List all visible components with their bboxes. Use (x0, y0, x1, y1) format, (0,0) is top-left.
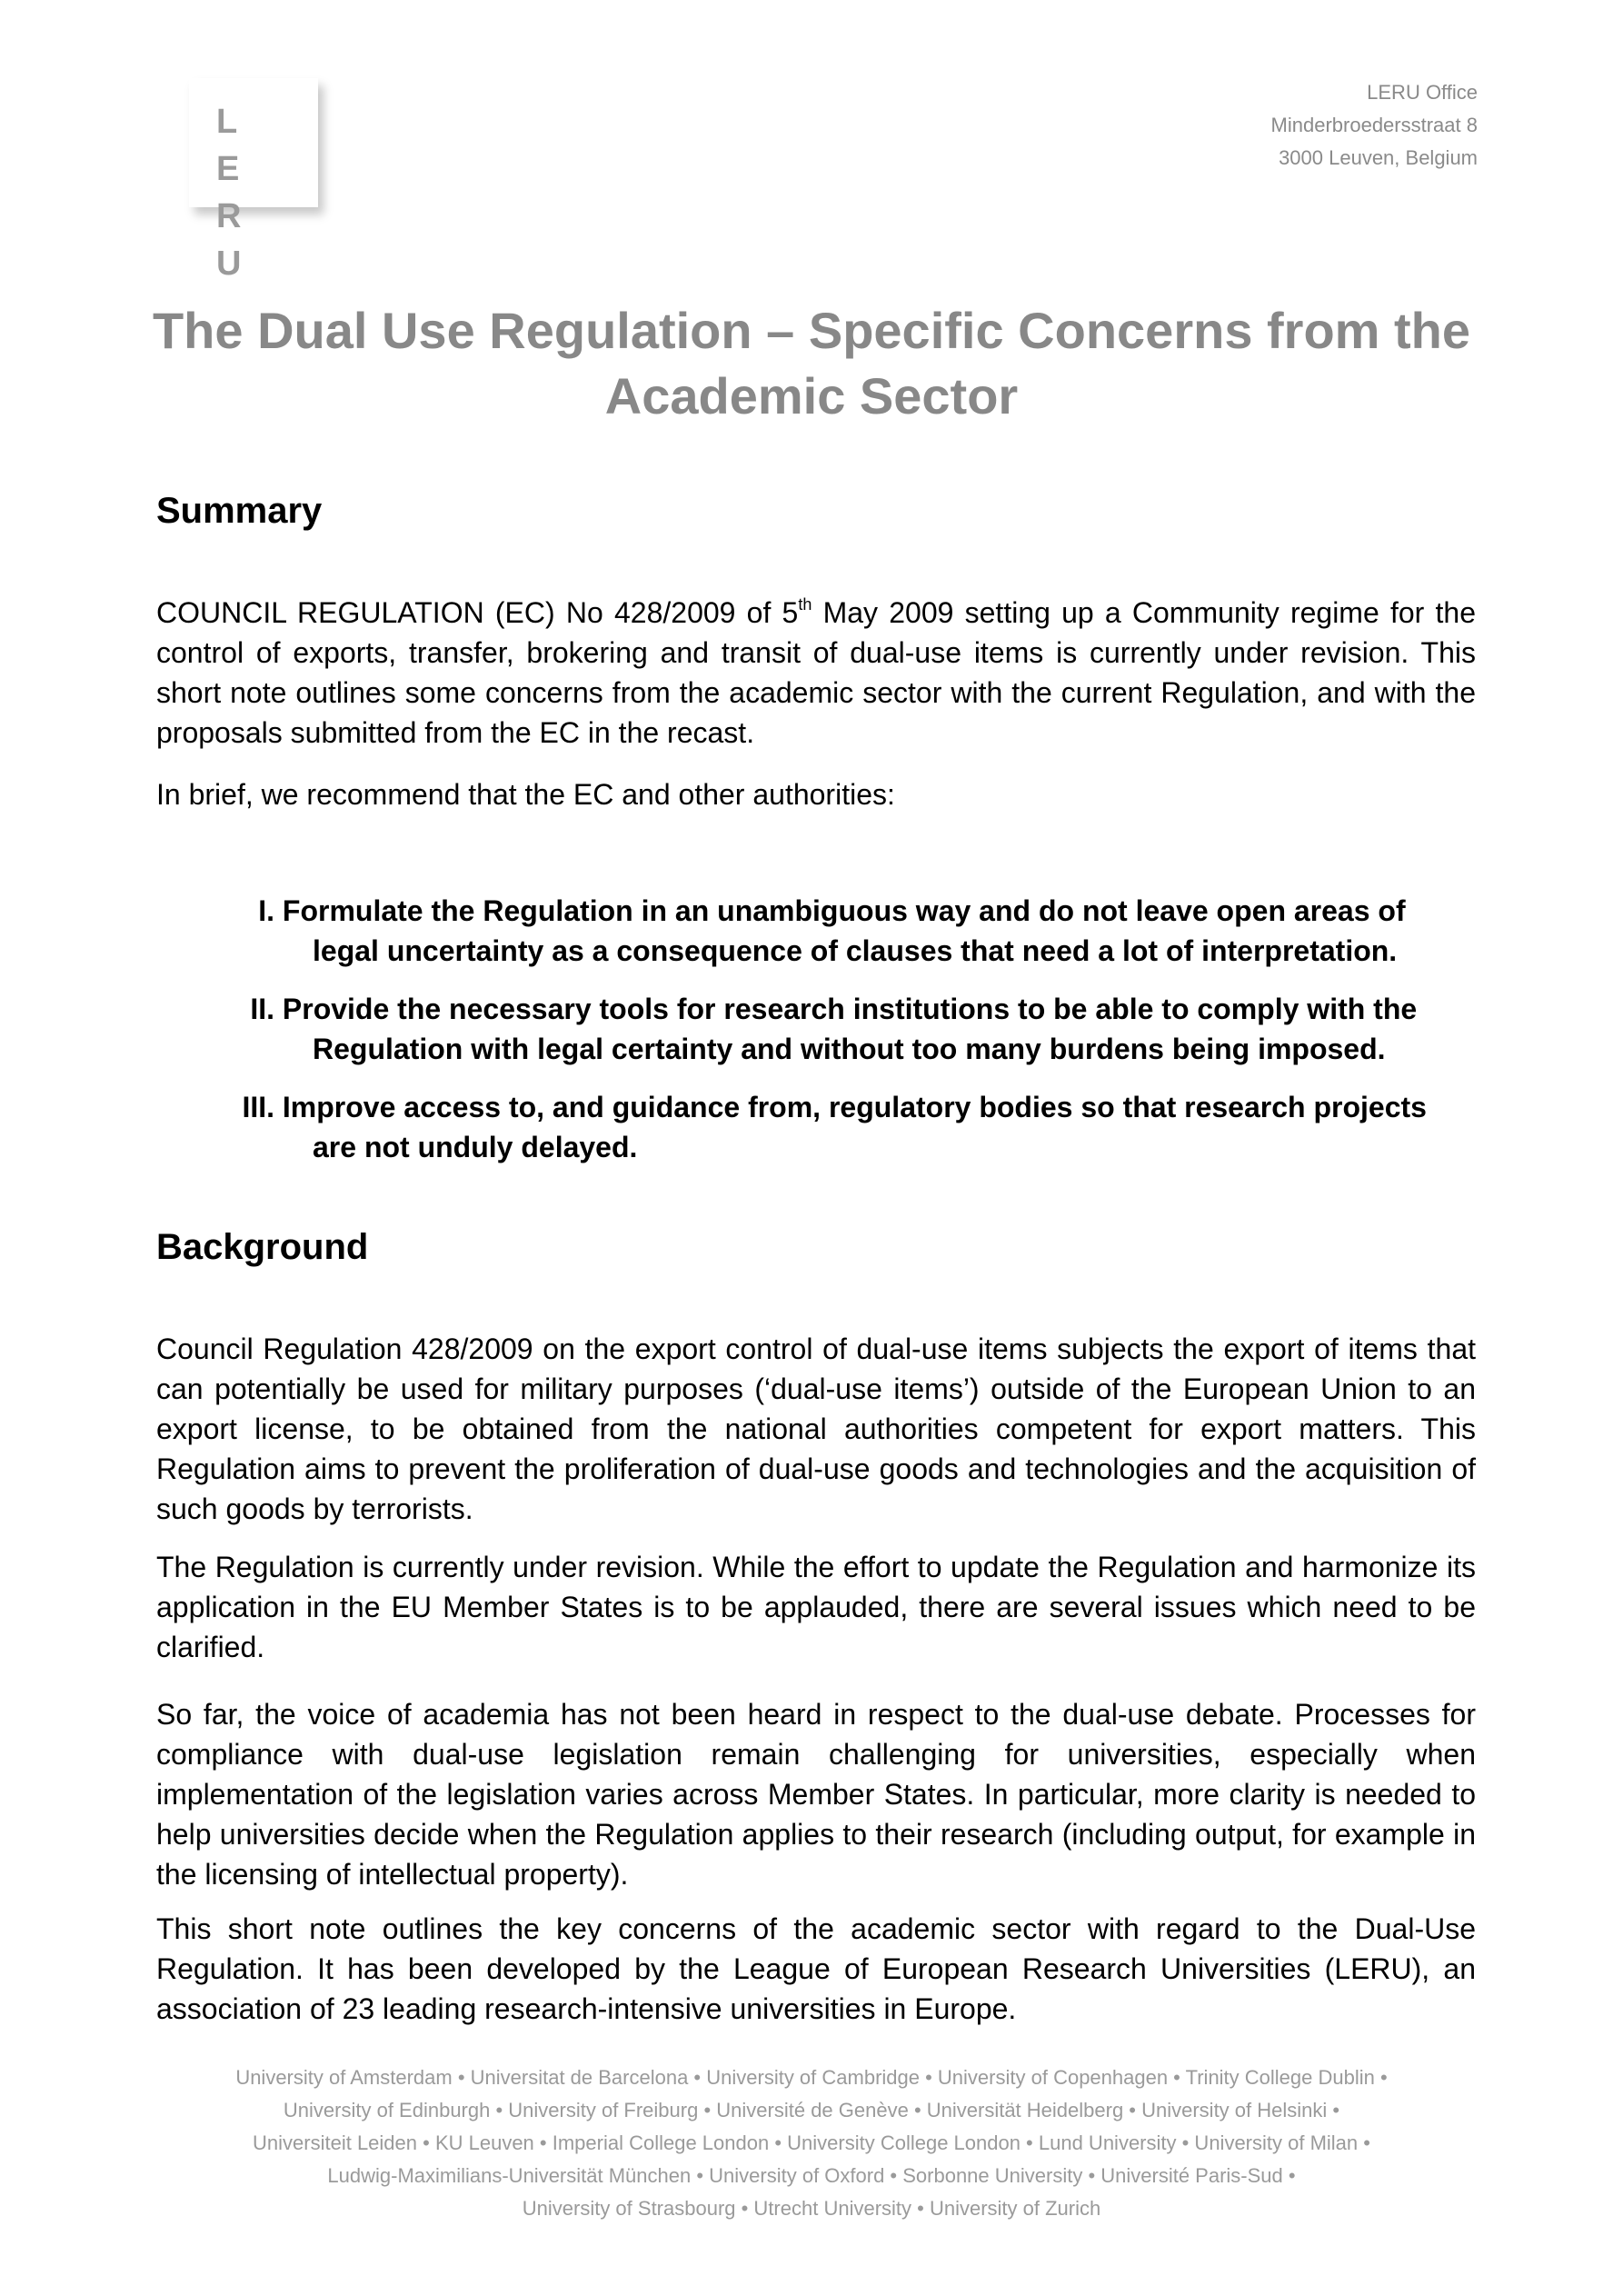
recommendation-1-number: I. (258, 894, 274, 927)
footer-line-3: Universiteit Leiden • KU Leuven • Imperial College London • University College London • Lund University • University of Milan • (253, 2131, 1370, 2154)
recommendation-3-line-2: are not unduly delayed. (313, 1131, 638, 1163)
summary-p1-text-b: May 2009 setting up a Community regime for the control of exports, transfer, brokering and transit of dual-use items is currently under revision. This short note outlines some concerns from the academic sector with the current Regulation, and with the proposals submitted from the EC in the recast. (156, 596, 1477, 749)
footer-line-5: University of Strasbourg • Utrecht University • University of Zurich (522, 2197, 1101, 2220)
recommendation-1 (220, 891, 1474, 971)
address-line-1: LERU Office (1367, 81, 1478, 104)
recommendation-2-line-1: Provide the necessary tools for research institutions to be able to comply with the (282, 993, 1418, 1025)
summary-p1-text-a: COUNCIL REGULATION (EC) No 428/2009 of 5 (156, 596, 799, 629)
recommendation-2-number: II. (250, 993, 274, 1025)
summary-paragraph-1 (156, 593, 1476, 753)
logo-text: L E R U (216, 103, 262, 283)
background-paragraph-1: Council Regulation 428/2009 on the export control of dual-use items subjects the export of items that can potentially be used for military purposes (‘dual-use items’) outside of the European Union to an export license, to be obtained from the national authorities competent for export matters. This Regulation aims to prevent the proliferation of dual-use goods and technologies and the acquisition of such goods by terrorists. (156, 1333, 1476, 1525)
office-address (1271, 76, 1478, 175)
recommendation-1-line-2: legal uncertainty as a consequence of clauses that need a lot of interpretation. (313, 934, 1398, 967)
background-paragraph-3: So far, the voice of academia has not been heard in respect to the dual-use debate. Processes for compliance with dual-use legislation remain challenging for universities, especially when implementation of the legislation varies across Member States. In particular, more clarity is needed to help universities decide when the Regulation applies to their research (including output, for example in the licensing of intellectual property). (156, 1698, 1476, 1891)
recommendation-1-line-1: Formulate the Regulation in an unambiguous way and do not leave open areas of (282, 894, 1406, 927)
footer-line-4: Ludwig-Maximilians-Universität München • University of Oxford • Sorbonne University • Université Paris-Sud • (327, 2164, 1296, 2187)
document-title: The Dual Use Regulation – Specific Concerns from the Academic Sector (152, 302, 1471, 424)
footer-line-1: University of Amsterdam • Universitat de Barcelona • University of Cambridge • University of Copenhagen • Trinity College Dublin • (235, 2066, 1388, 2089)
member-universities-footer (145, 2061, 1478, 2225)
background-paragraph-4: This short note outlines the key concerns of the academic sector with regard to the Dual-Use Regulation. It has been developed by the League of European Research Universities (LERU), an association of 23 leading research-intensive universities in Europe. (156, 1912, 1476, 2025)
background-paragraph-2: The Regulation is currently under revision. While the effort to update the Regulation and harmonize its application in the EU Member States is to be applauded, there are several issues which need to be clarified. (156, 1551, 1476, 1663)
recommendation-3-number: III. (242, 1091, 274, 1123)
footer-line-2: University of Edinburgh • University of Freiburg • Université de Genève • Universität Heidelberg • University of Helsinki • (283, 2099, 1340, 2121)
address-line-2: Minderbroedersstraat 8 (1270, 114, 1478, 136)
address-line-3: 3000 Leuven, Belgium (1279, 146, 1478, 169)
summary-heading: Summary (156, 491, 323, 531)
summary-p1-superscript: th (798, 595, 812, 614)
recommendation-2 (220, 989, 1474, 1069)
leru-logo (189, 78, 318, 283)
recommendation-3-line-1: Improve access to, and guidance from, regulatory bodies so that research projects (282, 1091, 1427, 1123)
recommendation-3 (220, 1087, 1474, 1167)
summary-paragraph-2: In brief, we recommend that the EC and other authorities: (156, 778, 895, 811)
recommendation-2-line-2: Regulation with legal certainty and without too many burdens being imposed. (313, 1033, 1386, 1065)
background-heading: Background (156, 1227, 369, 1267)
